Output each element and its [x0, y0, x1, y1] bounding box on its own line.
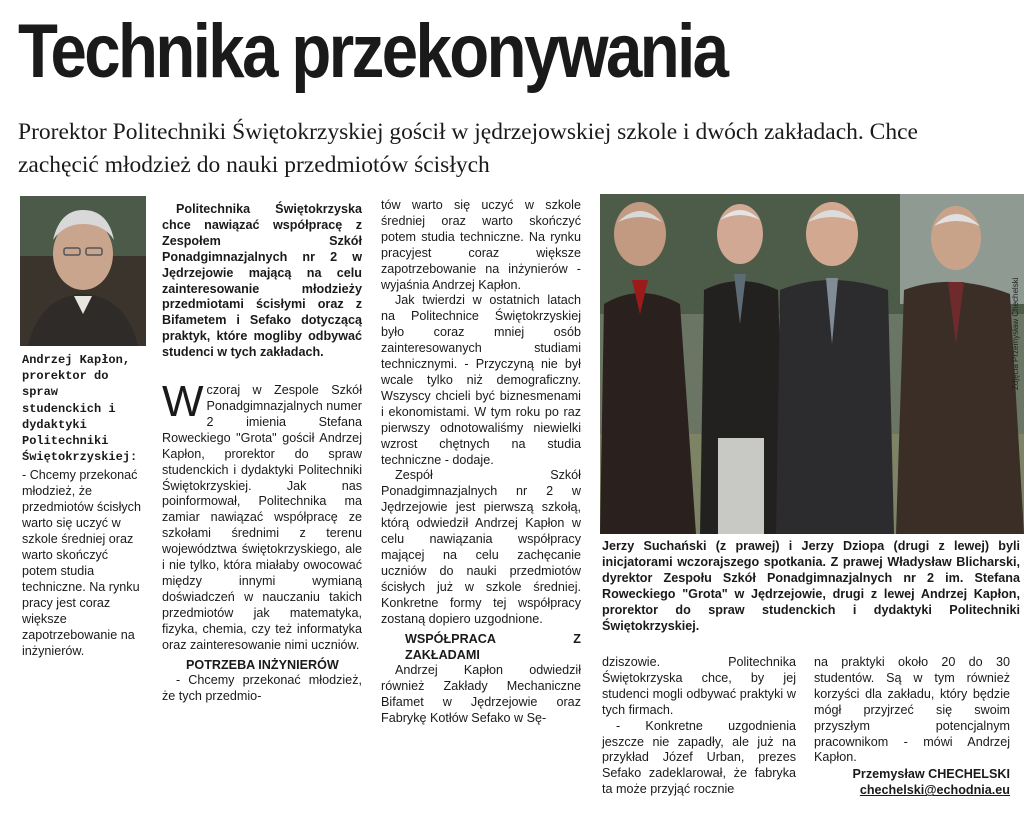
photo-caption: Jerzy Suchański (z prawej) i Jerzy Dziopa (drugi z lewej) byli inicjatorami wczorajszego spotkania. Z prawej Władysław Blicharski, dyrektor Zespołu Szkół Ponadgimnazjalnych nr 2 im. Stefana Roweckiego "Grota" w Jędrzejowie, drugi z lewej Andrzej Kapłon, prorektor do spraw studenckich i dydaktyki Politechniki Świętokrzyskiej.	[602, 539, 1020, 633]
group-photo	[600, 194, 1024, 534]
article-intro: Politechnika Świętokrzyska chce nawiązać współpracę z Zespołem Szkół Ponadgimnazjalnych nr 2 w Jędrzejowie mającą na celu zainteresowanie młodzieży przedmiotami ścisłymi oraz z Bifametem i Sefako dotyczącą praktyk, które mogliby odbywać studenci w tych zakładach.	[162, 202, 362, 360]
portrait-caption: Andrzej Kapłon, prorektor do spraw studenckich i dydaktyki Politechniki Świętokrzyskiej:	[22, 353, 138, 465]
column-3	[602, 655, 796, 798]
left-column-text: - Chcemy przekonać młodzież, że przedmiotów ścisłych warto się uczyć w szkole średniej oraz warto skończyć potem studia techniczne. Na rynku pracy jest coraz większe zapotrzebowanie na inżynierów.	[22, 468, 141, 658]
col2-paragraph-1: tów warto się uczyć w szkole średniej oraz warto skończyć potem studia techniczne. Na rynku pracyjest coraz większe zapotrzebowanie na inżynierów - wyjaśnia Andrzej Kapłon.	[381, 198, 581, 292]
photo-credit: Zdjęcia Przemysław Chechelski	[1011, 277, 1020, 390]
group-photo-illustration	[600, 194, 1024, 534]
author-name: Przemysław CHECHELSKI	[852, 767, 1010, 782]
lead-paragraph: Prorektor Politechniki Świętokrzyskiej gościł w jędrzejowskiej szkole i dwóch zakładach. Chce zachęcić młodzież do nauki przedmiotów ścisłych	[18, 119, 918, 178]
drop-cap: W	[162, 377, 204, 427]
article-body-1-tail: - Chcemy przekonać młodzież, że tych przedmio-	[162, 673, 362, 704]
col3-paragraph-2: - Konkretne uzgodnienia jeszcze nie zapadły, ale już na przykład Józef Urban, prezes Sefako zadeklarował, że fabryka ta może przyjąć rocznie	[602, 718, 796, 797]
author-email[interactable]: chechelski@echodnia.eu	[859, 783, 1010, 798]
headline: Technika przekonywania	[18, 9, 727, 94]
col3-paragraph-1: dziszowie. Politechnika Świętokrzyska chce, by jej studenci mogli odbywać praktyki w tych firmach.	[602, 655, 796, 717]
signature	[814, 766, 1010, 798]
col2-paragraph-2: Jak twierdzi w ostatnich latach na Politechnice Świętokrzyskiej było coraz mniej osób zainteresowanych studiami technicznymi. - Przyczyną nie był wcale tylko niż demograficzny. Wszyscy chcieli być biznesmenami i ekonomistami. W tym roku po raz pierwszy odnotowaliśmy niewielki wzrost chętnych na studia techniczne - dodaje.	[381, 293, 581, 467]
column-2	[381, 198, 581, 727]
subheading-potrzeba: POTRZEBA INŻYNIERÓW	[186, 658, 339, 673]
column-1	[162, 202, 362, 705]
portrait-illustration	[20, 196, 146, 346]
article-body-1-text: czoraj w Zespole Szkół Ponadgimnazjalnych numer 2 imienia Stefana Roweckiego "Grota" gościł Andrzej Kapłon, prorektor do spraw studenckich i dydaktyki Politechniki Świętokrzyskiej. Jak nas poinformował, Politechnika ma zamiar nawiązać współpracę ze szkołami średnimi z terenu województwa świętokrzyskiego, ale i nie tylko, która miałaby owocować między innymi wymianą doświadczeń w nauczaniu takich przedmiotów jak matematyka, fizyka, chemia, czy też informatyka oraz zainteresowanie nimi uczniów.	[162, 383, 362, 652]
col2-paragraph-3: Zespół Szkół Ponadgimnazjalnych nr 2 w Jędrzejowie jest pierwszą szkołą, którą odwiedził Andrzej Kapłon w celu nawiązania współpracy mającej na celu zachęcanie uczniów do nauki przedmiotów ścisłych już w szkole średniej. Konkretne formy tej współpracy zostaną dopiero uzgodnione.	[381, 468, 581, 626]
article-body-1	[162, 377, 362, 653]
col4-paragraph-1: na praktyki około 20 do 30 studentów. Są w tym również korzyści dla zakładu, który będzie mógł przyjrzeć się swoim przyszłym potencjalnym pracownikom - mówi Andrzej Kapłon.	[814, 655, 1010, 765]
portrait-photo	[20, 196, 146, 346]
col2-paragraph-4: Andrzej Kapłon odwiedził również Zakłady Mechaniczne Bifamet w Jędrzejowie oraz Fabrykę Kotłów Sefako w Sę-	[381, 663, 581, 726]
subheading-wspolpraca: WSPÓŁPRACA Z ZAKŁADAMI	[405, 632, 581, 663]
column-4	[814, 655, 1010, 798]
